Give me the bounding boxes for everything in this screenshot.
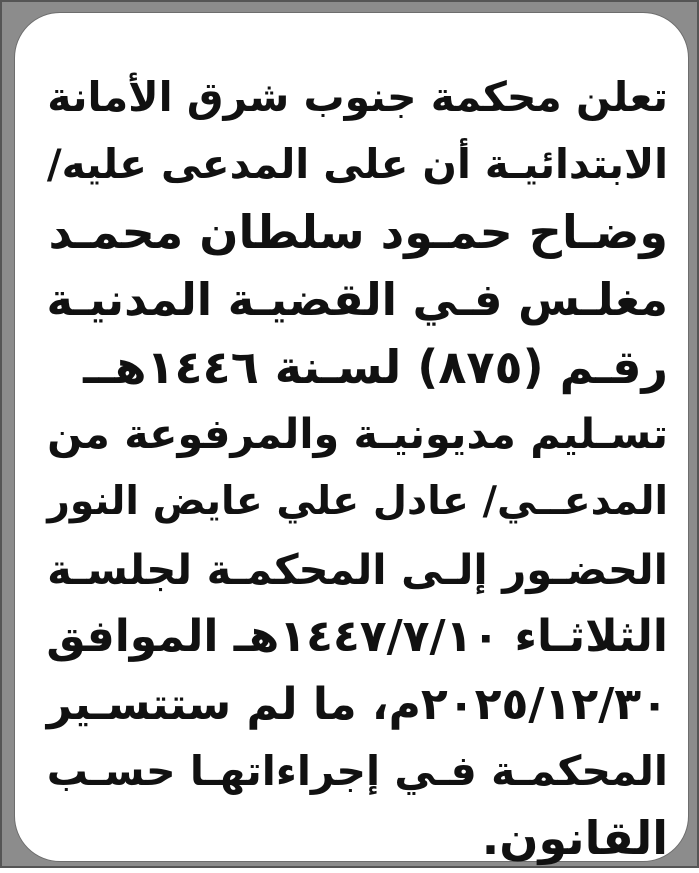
notice-line-4: مغلـس فـي القضيـة المدنيـة	[46, 273, 668, 327]
notice-line-5: رقـم (٨٧٥) لسـنة ١٤٤٦هــ	[83, 339, 668, 394]
notice-line-8: الحضـور إلـى المحكمـة لجلسـة	[47, 544, 668, 594]
notice-line-1: تعلن محكمة جنوب شرق الأمانة	[47, 73, 668, 121]
notice-line-6: تسـليم مديونيـة والمرفوعة من	[47, 410, 668, 459]
notice-line-11: المحكمـة فـي إجراءاتهـا حسـب	[46, 747, 668, 796]
notice-line-10: ٢٠٢٥/١٢/٣٠م، ما لم ستتسـير	[46, 678, 668, 730]
notice-line-7: المدعــي/ عادل علي عايض النور	[47, 478, 668, 525]
notice-line-3: وضـاح حمـود سلطان محمـد	[48, 204, 668, 259]
notice-line-12: القانون.	[481, 811, 668, 866]
notice-line-2: الابتدائيـة أن على المدعى عليه/	[46, 140, 668, 189]
notice-line-9: الثلاثـاء ١٤٤٧/٧/١٠هـ الموافق	[46, 611, 668, 663]
court-notice-text	[34, 64, 668, 873]
